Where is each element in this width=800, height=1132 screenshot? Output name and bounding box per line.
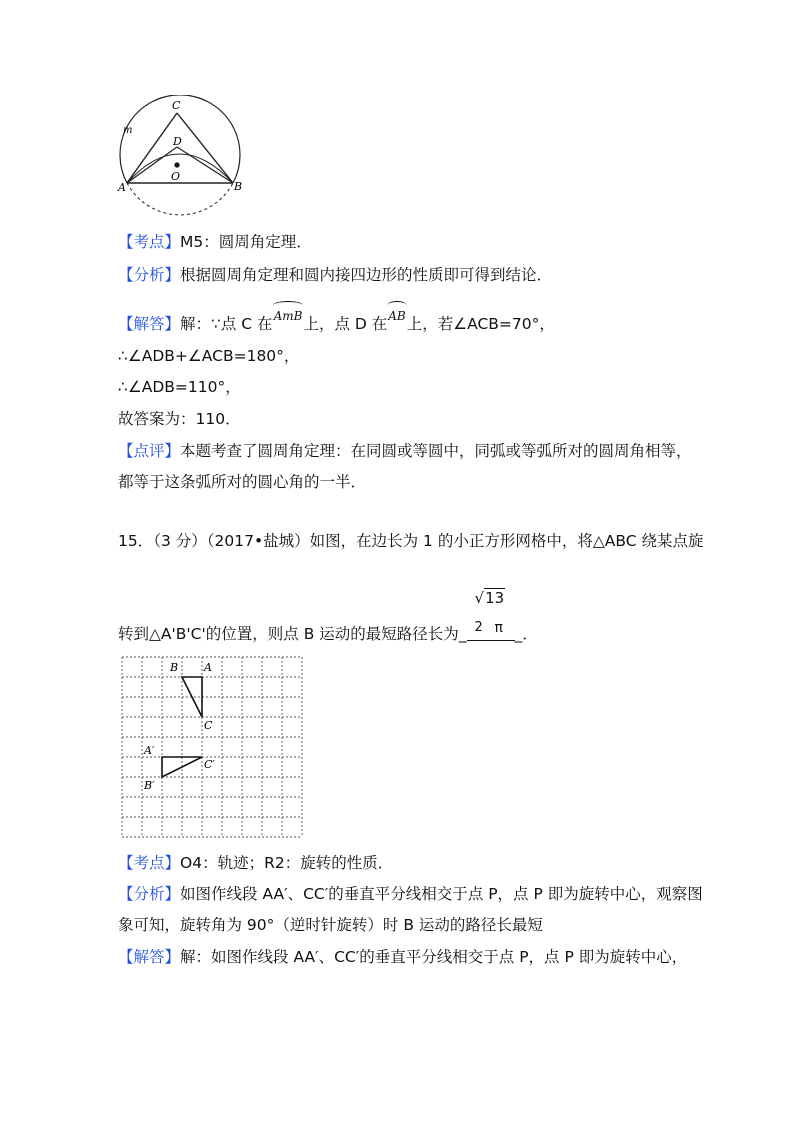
arc-amb: AmB: [274, 305, 303, 327]
stem2-text-a: 转到△A'B'C'的位置，则点 B 运动的最短路径长为_: [118, 625, 467, 643]
jieda-text-b: 上，点 D 在: [303, 315, 388, 333]
fenxi-text1: 如图作线段 AA′、CC′的垂直平分线相交于点 P，点 P 即为旋转中心，观察图: [180, 885, 703, 903]
q14-step2: ∴∠ADB=110°，: [118, 378, 241, 396]
label-b-orig: B: [170, 661, 179, 674]
fenxi-tag: 【分析】: [118, 266, 181, 284]
segment-cb: [177, 113, 233, 183]
label-c: C: [172, 99, 181, 112]
circle-arc-lower: [127, 183, 233, 215]
kaodian-tag: 【考点】: [118, 854, 181, 872]
q15-fenxi: [118, 883, 703, 905]
sqrt-icon: √: [474, 589, 485, 607]
answer-radicand: 13: [485, 589, 505, 607]
q14-kaodian: [118, 231, 312, 253]
q14-dianping: [118, 440, 692, 462]
circle-figure: [115, 95, 250, 220]
q14-fenxi: [118, 264, 552, 286]
segment-da: [127, 147, 177, 183]
segment-ca: [127, 113, 177, 183]
label-a-orig: A: [204, 661, 212, 674]
segment-db: [177, 147, 233, 183]
label-b: B: [234, 180, 243, 193]
kaodian-text: M5：圆周角定理．: [180, 233, 312, 251]
kaodian-text: O4：轨迹；R2：旋转的性质．: [180, 854, 394, 872]
answer-underline: [467, 640, 515, 641]
q15-stem-1: 15．（3 分）（2017•盐城）如图，在边长为 1 的小正方形网格中，将△ABC 绕某点旋: [118, 532, 704, 550]
q15-fenxi-2: 象可知，旋转角为 90°（逆时针旋转）时 B 运动的路径长最短: [118, 916, 543, 934]
q15-kaodian: [118, 852, 393, 874]
q14-answer: 故答案为：110．: [118, 410, 241, 428]
q14-jieda: [118, 309, 555, 336]
label-c-prime: C′: [204, 758, 215, 771]
fenxi-text: 根据圆周角定理和圆内接四边形的性质即可得到结论．: [180, 266, 553, 284]
label-a: A: [118, 181, 126, 194]
jieda-text: 解：如图作线段 AA′、CC′的垂直平分线相交于点 P，点 P 即为旋转中心，: [180, 948, 688, 966]
arc-ab: AB: [388, 305, 405, 327]
label-a-prime: A′: [144, 744, 155, 757]
answer-pi: π: [494, 620, 503, 636]
label-b-prime: B′: [144, 779, 155, 792]
label-d: D: [173, 135, 182, 148]
fenxi-tag: 【分析】: [118, 885, 181, 903]
label-o: O: [171, 170, 181, 183]
q14-step1: ∴∠ADB+∠ACB=180°，: [118, 347, 300, 365]
dianping-text1: 本题考查了圆周角定理：在同圆或等圆中，同弧或等弧所对的圆周角相等，: [180, 442, 692, 460]
jieda-tag: 【解答】: [118, 315, 181, 333]
label-c-orig: C: [204, 719, 213, 732]
answer-fraction: [467, 589, 515, 639]
answer-denominator: 2: [474, 620, 483, 635]
dianping-tag: 【点评】: [118, 442, 181, 460]
label-m: m: [123, 125, 133, 136]
answer-numerator: [475, 587, 506, 609]
stem2-text-b: _．: [514, 625, 538, 643]
jieda-text-a: 解：∵点 C 在: [180, 315, 273, 333]
q15-jieda: [118, 946, 687, 968]
jieda-tag: 【解答】: [118, 948, 181, 966]
center-point: [174, 162, 179, 167]
grid-figure: [120, 655, 306, 841]
q15-stem-2: [118, 589, 538, 645]
q14-dianping-2: 都等于这条弧所对的圆心角的一半．: [118, 473, 367, 491]
jieda-text-c: 上，若∠ACB=70°，: [406, 315, 555, 333]
kaodian-tag: 【考点】: [118, 233, 181, 251]
